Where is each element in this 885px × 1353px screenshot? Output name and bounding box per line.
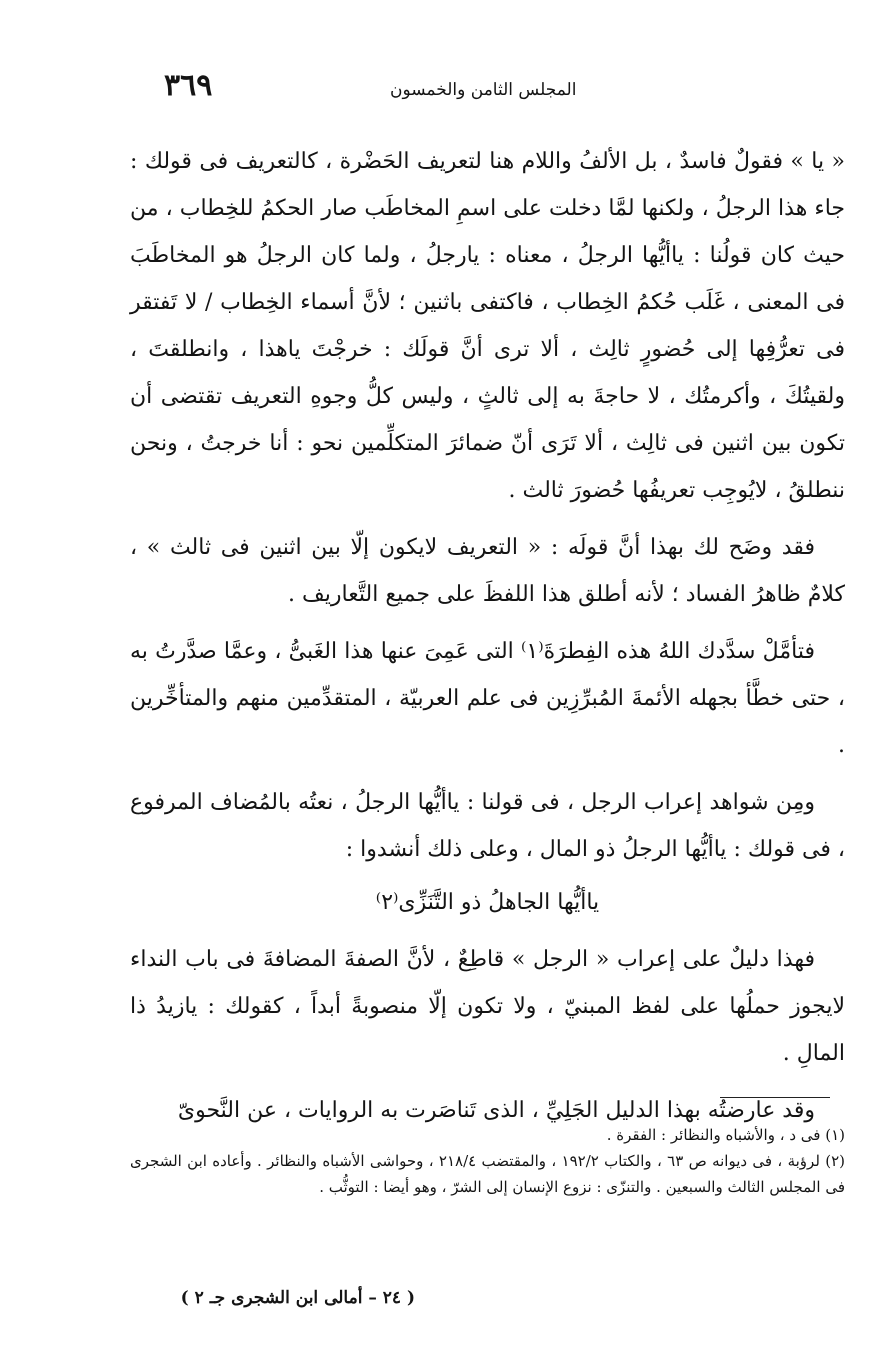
running-title: المجلس الثامن والخمسون	[390, 80, 577, 100]
page-header	[150, 68, 745, 108]
footnote-separator	[720, 1097, 830, 1098]
footnote-1: (١) فى د ، والأشباه والنظائر : الفقرة .	[606, 1126, 845, 1144]
poetry-verse: ياأيُّها الجاهلُ ذو التَّنَزِّى⁽٢⁾	[375, 890, 600, 915]
paragraph-5: فهذا دليلٌ على إعراب « الرجل » قاطِعٌ ، لأنَّ الصفةَ المضافةَ فى باب النداء لايجوز حملُها على لفظ المبنيّ ، ولا تكون إلّا منصوبةً أبداً ، كقولك : يازيدُ ذا المالِ .	[130, 947, 845, 1066]
paragraph-4: ومِن شواهد إعراب الرجل ، فى قولنا : ياأيُّها الرجلُ ، نعتُه بالمُضاف المرفوع ، فى قولك : ياأيُّها الرجلُ ذو المال ، وعلى ذلك أنشدوا :	[130, 790, 845, 862]
printer-signature: ( ٢٤ – أمالى ابن الشجرى جـ ٢ )	[180, 1288, 415, 1308]
footnote-2: (٢) لرؤبة ، فى ديوانه ص ٦٣ ، والكتاب ١٩٢/٢ ، والمقتضب ٢١٨/٤ ، وحواشى الأشباه والنظائر . وأعاده ابن الشجرى فى المجلس الثالث والسبعين . والتنزّى : نزوع الإنسان إلى الشرّ ، وهو أيضا : التوثُّب .	[130, 1152, 845, 1196]
footnotes	[130, 1122, 845, 1200]
paragraph-6: وقد عارضتُه بهذا الدليل الجَلِيِّ ، الذى تَناصَرت به الروايات ، عن النَّحوىّ	[177, 1098, 815, 1123]
paragraph-1: « يا » فقولٌ فاسدٌ ، بل الألفُ واللام هنا لتعريف الحَضْرة ، كالتعريف فى قولك : جاء هذا الرجلُ ، ولكنها لمَّا دخلت على اسمِ المخاطَب صار الحكمُ للخِطاب ، من حيث كان قولُنا : ياأيُّها الرجلُ ، معناه : يارجلُ ، ولما كان الرجلُ هو المخاطَبَ فى المعنى ، غَلَب حُكمُ الخِطاب ، فاكتفى باثنين ؛ لأنَّ أسماء الخِطاب / لا تَفتقر فى تعرُّفِها إلى حُضورٍ ثالِث ، ألا ترى أنَّ قولَك : خرجْتَ ياهذا ، وانطلقتَ ، ولقيتُكَ ، وأكرمتُك ، لا حاجةَ به إلى ثالثٍ ، وليس كلُّ وجوهِ التعريف تقتضى أن تكون بين اثنين فى ثالِث ، ألا تَرَى أنّ ضمائرَ المتكلِّمين نحو : أنا خرجتُ ، ونحن ننطلقُ ، لايُوجِب تعريفُها حُضورَ ثالث .	[130, 149, 845, 503]
page-number: ٣٦٩	[164, 68, 213, 103]
paragraph-3: فتأمَّلْ سدَّدك اللهُ هذه الفِطرَةَ⁽١⁾ التى عَمِىَ عنها هذا الغَبىُّ ، وعمَّا صدَّرتُ به ، حتى خطَّأ بجهله الأئمةَ المُبرِّزِين فى علم العربيّة ، المتقدِّمين منهم والمتأخِّرين .	[130, 639, 845, 758]
main-text	[130, 138, 845, 1134]
paragraph-2: فقد وضَح لك بهذا أنَّ قولَه : « التعريف لايكون إلّا بين اثنين فى ثالث » ، كلامٌ ظاهرُ الفساد ؛ لأنه أطلق هذا اللفظَ على جميع التَّعاريف .	[130, 535, 845, 607]
